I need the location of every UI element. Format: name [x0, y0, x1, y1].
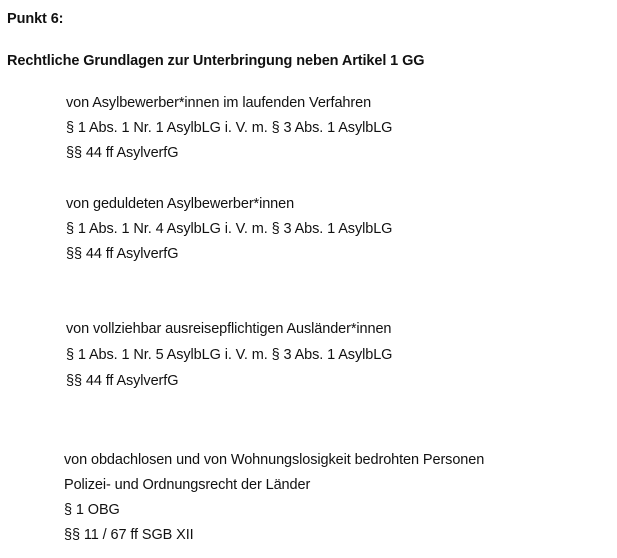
- section-3-ref-1: § 1 Abs. 1 Nr. 5 AsylbLG i. V. m. § 3 Abs. 1 AsylbLG: [66, 347, 393, 363]
- section-2-ref-2: §§ 44 ff AsylverfG: [66, 246, 179, 262]
- section-4-ref-1: Polizei- und Ordnungsrecht der Länder: [64, 477, 311, 493]
- section-1-ref-2: §§ 44 ff AsylverfG: [66, 145, 179, 161]
- page-title: Rechtliche Grundlagen zur Unterbringung neben Artikel 1 GG: [7, 53, 425, 69]
- section-3-group: von vollziehbar ausreisepflichtigen Ausländer*innen: [66, 321, 392, 337]
- section-4-ref-3: §§ 11 / 67 ff SGB XII: [64, 527, 194, 543]
- section-1-group: von Asylbewerber*innen im laufenden Verfahren: [66, 95, 372, 111]
- section-4-ref-2: § 1 OBG: [64, 502, 120, 518]
- section-3-ref-2: §§ 44 ff AsylverfG: [66, 373, 179, 389]
- section-2-ref-1: § 1 Abs. 1 Nr. 4 AsylbLG i. V. m. § 3 Abs. 1 AsylbLG: [66, 221, 393, 237]
- section-2-group: von geduldeten Asylbewerber*innen: [66, 196, 295, 212]
- section-4-group: von obdachlosen und von Wohnungslosigkeit bedrohten Personen: [64, 452, 485, 468]
- point-label: Punkt 6:: [7, 11, 64, 27]
- section-1-ref-1: § 1 Abs. 1 Nr. 1 AsylbLG i. V. m. § 3 Abs. 1 AsylbLG: [66, 120, 393, 136]
